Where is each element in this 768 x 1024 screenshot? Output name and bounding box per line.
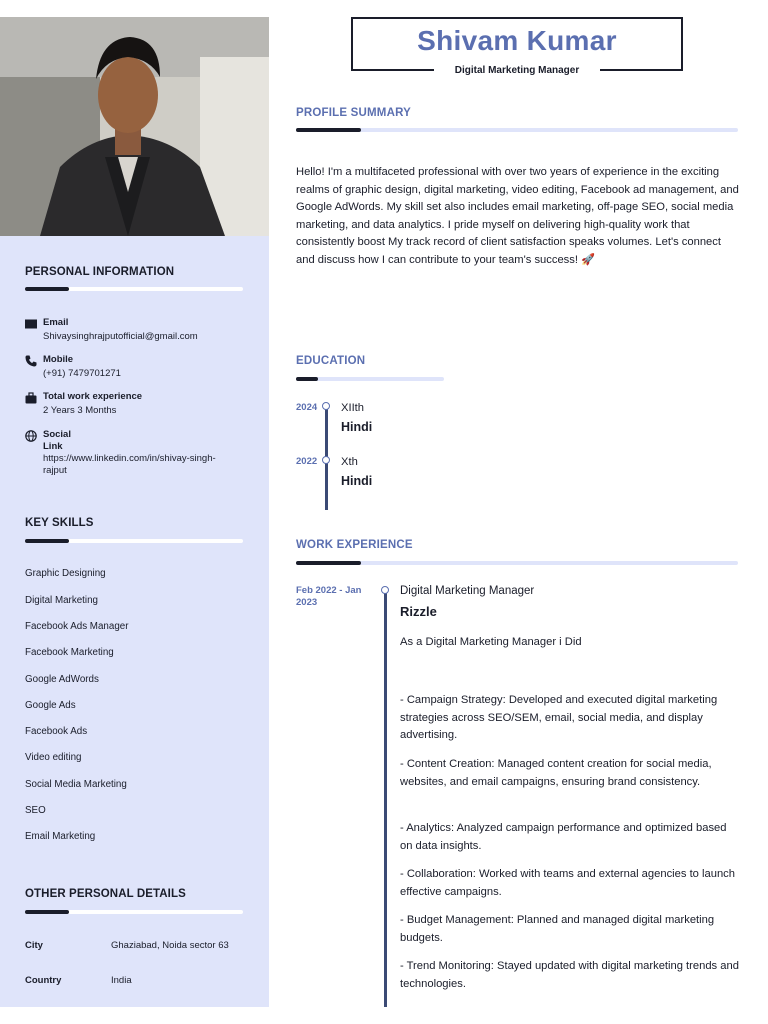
phone-icon — [25, 355, 37, 367]
work-bullet: - Content Creation: Managed content creation for social media, websites, and email campaigns, ensuring brand consistency. — [400, 758, 712, 788]
section-divider — [25, 539, 243, 543]
country-label: Country — [25, 975, 62, 986]
other-details-heading: OTHER PERSONAL DETAILS — [25, 888, 186, 900]
education-degree: XIIth — [341, 402, 365, 414]
education-subject: Hindi — [341, 420, 373, 434]
skill-item: Social Media Marketing — [25, 779, 127, 790]
section-divider — [25, 910, 243, 914]
skill-item: Email Marketing — [25, 831, 96, 842]
email-value: Shivaysinghrajputofficial@gmail.com — [43, 331, 198, 342]
experience-value: 2 Years 3 Months — [43, 405, 117, 416]
work-bullet: - Analytics: Analyzed campaign performance and optimized based on data insights. — [400, 822, 727, 852]
skill-item: Facebook Ads Manager — [25, 621, 129, 632]
mobile-label: Mobile — [43, 354, 74, 365]
education-year: 2022 — [296, 456, 318, 467]
work-date: Feb 2022 - Jan 2023 — [296, 585, 362, 608]
timeline-dot — [322, 402, 330, 410]
timeline-dot — [322, 456, 330, 464]
skill-item: Facebook Marketing — [25, 647, 114, 658]
skill-item: Google AdWords — [25, 674, 99, 685]
work-intro: As a Digital Marketing Manager i Did — [400, 636, 582, 648]
name-box — [351, 17, 683, 71]
key-skills-heading: KEY SKILLS — [25, 517, 94, 529]
skill-item: Google Ads — [25, 700, 76, 711]
skill-item: SEO — [25, 805, 46, 816]
country-value: India — [111, 975, 132, 986]
education-year: 2024 — [296, 402, 318, 413]
skill-item: Digital Marketing — [25, 595, 98, 606]
candidate-name: Shivam Kumar — [417, 25, 617, 56]
briefcase-icon — [25, 392, 37, 404]
skill-item: Graphic Designing — [25, 568, 106, 579]
city-value: Ghaziabad, Noida sector 63 — [111, 940, 229, 951]
section-divider — [296, 128, 738, 132]
skill-item: Video editing — [25, 752, 82, 763]
work-timeline — [384, 593, 387, 1007]
section-divider — [25, 287, 243, 291]
work-bullet: - Campaign Strategy: Developed and executed digital marketing strategies across SEO/SEM, email, social media, and display advertising. — [400, 694, 718, 741]
email-label: Email — [43, 317, 69, 328]
work-experience-heading: WORK EXPERIENCE — [296, 539, 413, 551]
city-label: City — [25, 940, 43, 951]
education-degree: Xth — [341, 456, 358, 468]
profile-summary-text: Hello! I'm a multifaceted professional with over two years of experience in the exciting realms of graphic design, digital marketing, video editing, Facebook ad management, and Google AdWords. My skill set also includes email marketing, off-page SEO, social media marketing, and data analytics. I pride myself on delivering high-quality work that consistently boost My track record of client satisfaction speaks volumes. Let's connect and discuss how I can contribute to your team's success! 🚀 — [296, 166, 739, 266]
work-bullet: - Budget Management: Planned and managed digital marketing budgets. — [400, 914, 715, 944]
education-heading: EDUCATION — [296, 355, 366, 367]
personal-info-heading: PERSONAL INFORMATION — [25, 266, 175, 278]
job-title: Digital Marketing Manager — [400, 585, 535, 597]
social-label: Social — [43, 429, 71, 440]
work-bullet: - Trend Monitoring: Stayed updated with digital marketing trends and technologies. — [400, 960, 739, 990]
social-label-2: Link — [43, 441, 63, 452]
globe-icon — [25, 430, 37, 442]
section-divider — [296, 561, 738, 565]
envelope-icon — [25, 318, 37, 330]
social-link[interactable]: https://www.linkedin.com/in/shivay-singh-rajput — [43, 453, 216, 476]
profile-photo — [0, 17, 269, 236]
mobile-value: (+91) 7479701271 — [43, 368, 121, 379]
experience-label: Total work experience — [43, 391, 143, 402]
skill-item: Facebook Ads — [25, 726, 88, 737]
sidebar — [0, 17, 269, 1007]
work-bullet: - Collaboration: Worked with teams and external agencies to launch effective campaigns. — [400, 868, 735, 898]
section-divider — [296, 377, 444, 381]
company-name: Rizzle — [400, 604, 437, 619]
candidate-role: Digital Marketing Manager — [434, 64, 600, 77]
profile-summary-heading: PROFILE SUMMARY — [296, 107, 412, 119]
education-subject: Hindi — [341, 474, 373, 488]
timeline-dot — [381, 586, 389, 594]
